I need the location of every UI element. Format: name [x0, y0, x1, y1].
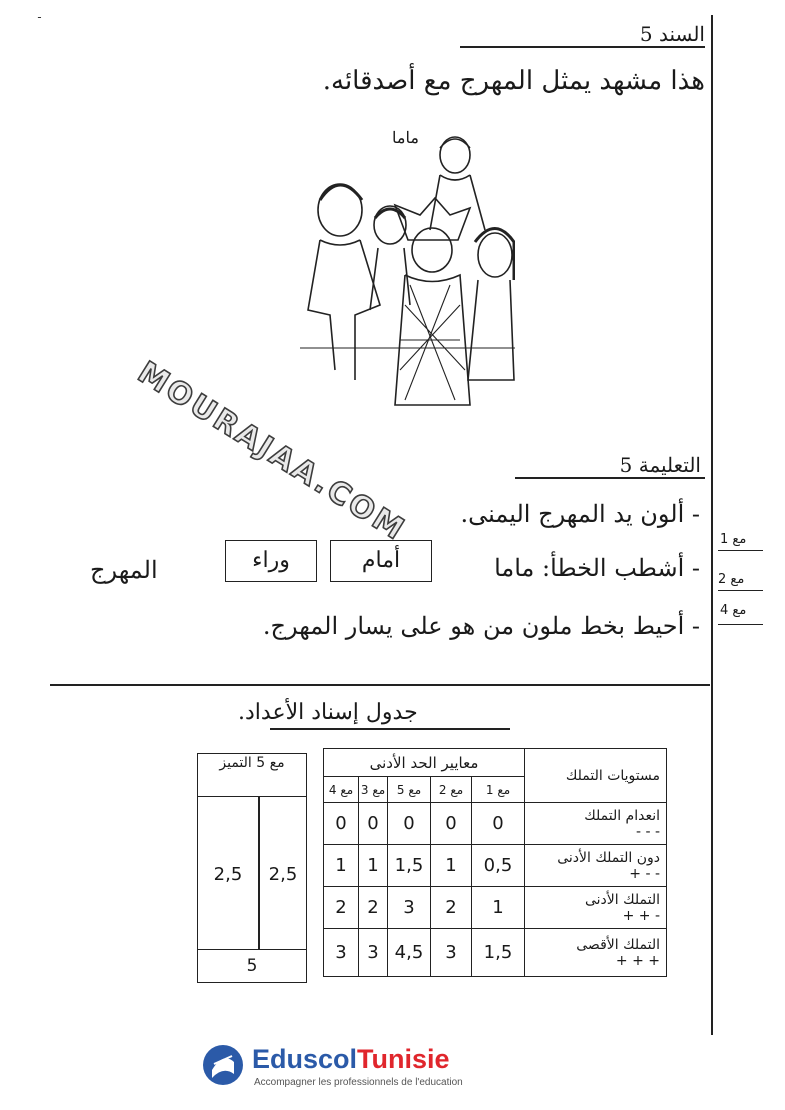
level-cell — [525, 887, 667, 929]
level-marks: + - - — [629, 865, 660, 882]
criterion-mark-1: مع 1 — [720, 532, 747, 547]
score-cell: 3 — [431, 929, 472, 977]
level-label: التملك الأدنى — [584, 891, 660, 908]
excellence-value: 2,5 — [213, 864, 243, 885]
table-row — [324, 845, 667, 887]
score-cell: 2 — [431, 887, 472, 929]
level-marks: + + + — [615, 952, 660, 969]
grading-title-underline — [270, 728, 510, 730]
task-circle-left-of-clown: - أحيط بخط ملون من هو على يسار المهرج. — [262, 612, 700, 640]
criterion-mark-2: مع 2 — [718, 572, 745, 587]
score-cell: 3 — [324, 929, 359, 977]
grading-table-title: جدول إسناد الأعداد. — [238, 700, 418, 725]
clown-children-illustration — [300, 130, 515, 410]
level-marks: + + - — [622, 907, 660, 924]
criteria-header: معايير الحد الأدنى — [324, 749, 525, 777]
score-cell: 0 — [388, 803, 431, 845]
choice-front-box: أمام — [330, 540, 432, 582]
task-strike-wrong: - أشطب الخطأ: ماما — [494, 554, 700, 582]
level-label: دون التملك الأدنى — [557, 849, 660, 866]
criteria-col-header: مع 5 — [388, 777, 431, 803]
task-strike-wrong-tail: المهرج — [90, 556, 158, 584]
levels-header: مستويات التملك — [525, 749, 667, 803]
logo-brand — [252, 1044, 450, 1075]
score-cell: 2 — [324, 887, 359, 929]
scan-mark: ـ — [38, 10, 41, 21]
table-row — [324, 803, 667, 845]
criterion-tick — [718, 590, 763, 591]
watermark: MOURAJAA.COM — [131, 355, 413, 549]
eduscol-logo-icon — [200, 1042, 246, 1088]
criterion-mark-3: مع 4 — [720, 603, 747, 618]
section-title-underline — [460, 46, 705, 48]
instructions-title: التعليمة 5 — [619, 453, 701, 477]
right-margin-rule — [711, 15, 713, 1035]
score-cell: 0 — [431, 803, 472, 845]
level-cell — [525, 803, 667, 845]
score-cell: 0 — [324, 803, 359, 845]
score-cell: 4,5 — [388, 929, 431, 977]
criteria-col-header: مع 4 — [324, 777, 359, 803]
section-title: السند 5 — [639, 22, 705, 46]
mama-label: ماما — [392, 128, 419, 147]
scene-description: هذا مشهد يمثل المهرج مع أصدقائه. — [322, 66, 705, 96]
score-cell: 0 — [472, 803, 525, 845]
criteria-col-header: مع 2 — [431, 777, 472, 803]
choice-behind-box: وراء — [225, 540, 317, 582]
criterion-tick — [718, 550, 763, 551]
criterion-tick — [718, 624, 763, 625]
excellence-total: 5 — [198, 949, 306, 983]
excellence-value: 2,5 — [268, 864, 298, 885]
grading-table — [323, 748, 667, 977]
eduscol-logo[interactable] — [200, 1042, 500, 1094]
table-row — [324, 887, 667, 929]
level-marks: - - - — [635, 823, 660, 840]
criteria-col-header: مع 1 — [472, 777, 525, 803]
level-cell — [525, 929, 667, 977]
task-color-right-hand: - ألون يد المهرج اليمنى. — [460, 500, 700, 528]
score-cell: 0 — [359, 803, 388, 845]
excellence-header: مع 5 التميز — [198, 754, 306, 797]
score-cell: 1,5 — [472, 929, 525, 977]
instructions-title-underline — [515, 477, 705, 479]
score-cell: 3 — [388, 887, 431, 929]
score-cell: 0,5 — [472, 845, 525, 887]
score-cell: 1 — [472, 887, 525, 929]
score-cell: 1 — [431, 845, 472, 887]
score-cell: 3 — [359, 929, 388, 977]
logo-brand-eduscol: Eduscol — [252, 1044, 358, 1074]
section-divider — [50, 684, 710, 686]
score-cell: 1,5 — [388, 845, 431, 887]
table-row — [324, 929, 667, 977]
logo-tagline: Accompagner les professionnels de l'education — [254, 1077, 463, 1088]
level-label: التملك الأقصى — [576, 936, 660, 953]
score-cell: 2 — [359, 887, 388, 929]
level-label: انعدام التملك — [584, 807, 660, 824]
logo-brand-tunisie: Tunisie — [357, 1044, 450, 1074]
criteria-col-header: مع 3 — [359, 777, 388, 803]
score-cell: 1 — [324, 845, 359, 887]
score-cell: 1 — [359, 845, 388, 887]
level-cell — [525, 845, 667, 887]
excellence-table — [197, 753, 307, 983]
